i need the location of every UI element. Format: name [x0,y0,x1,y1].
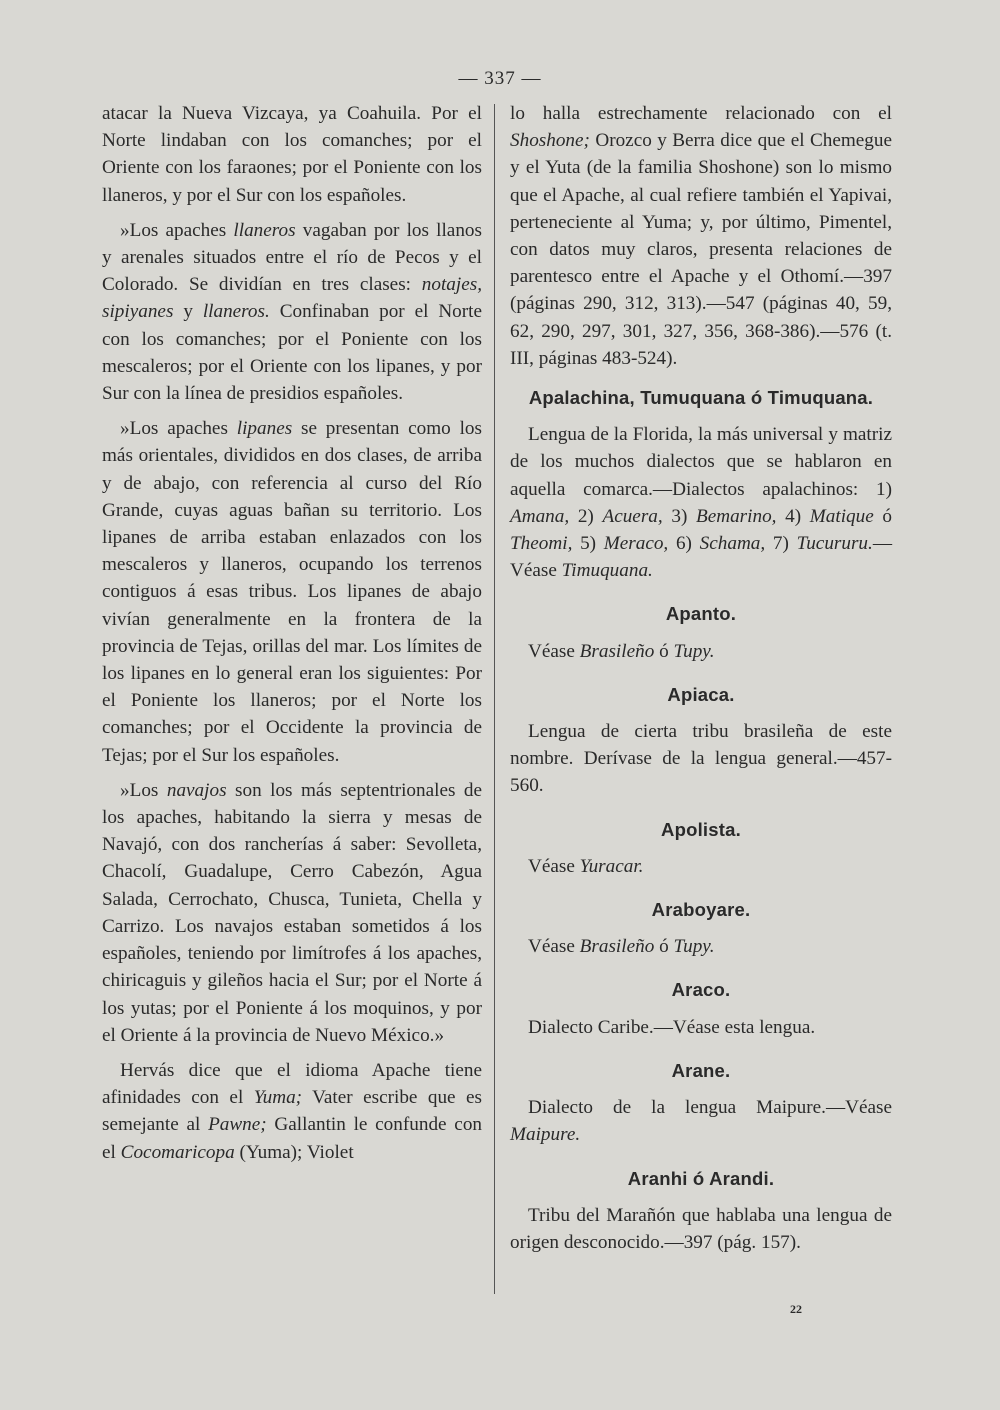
italic-term: Brasileño [579,640,655,662]
left-column [102,100,482,1166]
text-run: ó [873,505,893,527]
text-run: Dialecto de la lengua Maipure.—Véase [528,1097,892,1119]
paragraph [510,421,892,584]
entry-heading: Apanto. [665,603,737,625]
entry-heading: Aranhi ó Arandi. [627,1167,775,1189]
text-run: »Los [120,779,167,801]
italic-term: Theomi, [510,533,573,555]
italic-term: llaneros. [202,301,270,323]
italic-term: Meraco, [603,533,669,555]
text-run: ó [654,640,674,662]
text-run: Véase [528,640,580,662]
text-run: Gallantin le confunde con el [102,1114,483,1163]
entry-heading: Araboyare. [651,899,751,921]
text-run: 6) [668,533,700,555]
text-run: Véase [528,855,580,877]
text-run: Tribu del Marañón que hablaba una lengua de origen desconocido.—397 (pág. 157). [510,1204,892,1253]
column-divider [494,104,495,1294]
text-run: vagaban por los llanos y arenales situados entre el río de Pecos y el Colorado. Se dividían en tres clases: [102,219,482,296]
entry-heading: Araco. [671,979,731,1001]
text-run: »Los apaches [120,418,237,440]
italic-term: notajes, sipiyanes [102,274,482,323]
italic-term: Cocomaricopa [120,1141,235,1163]
paragraph [510,853,892,880]
paragraph [510,100,892,372]
entry-heading: Apolista. [661,818,741,840]
italic-term: Bemarino, [696,505,777,527]
text-run: lo halla estrechamente relacionado con el [510,103,892,124]
paragraph [510,1014,892,1041]
italic-term: Tucururu. [796,533,873,555]
italic-term: Tupy. [673,936,715,958]
text-run: y [173,301,203,323]
right-column [510,100,892,1256]
text-run: Vater escribe que es semejante al [102,1087,482,1136]
italic-term: Pawne; [208,1114,267,1136]
entry-heading: Apiaca. [667,683,735,705]
paragraph [102,100,482,209]
italic-term: llaneros [233,219,296,241]
entry-heading: Apalachina, Tumuquana ó Timuquana. [528,387,874,409]
text-run: Lengua de la Florida, la más universal y matriz de los muchos dialectos que se hablaron en aquella comarca.—Dialectos apalachinos: 1) [510,424,892,500]
text-run: Confinaban por el Norte con los comanches; por el Poniente con los mescaleros; por el Oriente con los lipanes, y por Sur con la línea de presidios españoles. [102,301,483,405]
italic-term: Maipure. [510,1124,581,1146]
page-number: — 337 — [458,68,542,89]
italic-term: Schama, [699,533,766,555]
italic-term: Acuera, [602,505,663,527]
text-run: son los más septentrionales de los apaches, habitando la sierra y mesas de Navajó, con dos rancherías á saber: Sevolleta, Chacolí, Guadalupe, Cerro Cabezón, Agua Salada, Cerrochato, Chusca, Tunieta, Chella y Carrizo. Los navajos estaban sometidos á los españoles, teniendo por limítrofes á los apaches, chiricaguis y gileños hacia el Sur; por el Norte á los yutas; por el Poniente á los moquinos, y por el Oriente á la provincia de Nuevo México.» [102,779,483,1046]
text-run: 5) [572,533,604,555]
text-run: 4) [776,505,810,527]
paragraph [102,1057,482,1166]
italic-term: Amana, [510,505,570,527]
entry-heading: Arane. [671,1059,731,1081]
text-run: Lengua de cierta tribu brasileña de este nombre. Derívase de la lengua general.—457-560. [510,721,892,797]
text-run: atacar la Nueva Vizcaya, ya Coahuila. Por el Norte lindaban con los comanches; por el Oriente con los faraones; por el Poniente con los llaneros, y por el Sur con los españoles. [102,103,482,206]
text-run: Hervás dice que el idioma Apache tiene afinidades con el [102,1059,482,1109]
text-run: Dialecto Caribe.—Véase esta lengua. [528,1016,816,1038]
paragraph [510,1202,892,1256]
italic-term: Yuma; [253,1087,303,1109]
paragraph [510,718,892,800]
text-run: Orozco y Berra dice que el Chemegue y el Yuta (de la familia Shoshone) son lo mismo que el Apache, al cual refiere también el Yapivai, perteneciente al Yuma; y, por último, Pimentel, con datos muy claros, presenta relaciones de parentesco entre el Apache y el Othomí.—397 (páginas 290, 312, 313).—547 (páginas 40, 59, 62, 290, 297, 301, 327, 356, 368-386).—576 (t. III, páginas 483-524). [510,130,892,369]
text-run: —Véase [510,533,893,582]
text-run: se presentan como los más orientales, divididos en dos clases, de arriba y de abajo, con referencia al curso del Río Grande, cuyas aguas bañan su territorio. Los lipanes de arriba estaban enlazados con los mescaleros y llaneros, ocupando los terrenos contiguos á esas tribus. Los lipanes de abajo vivían generalmente en la frontera de la provincia de Tejas, orillas del mar. Los límites de los lipanes en lo general eran los siguientes: Por el Poniente los llaneros; por el Norte los comanches; por el Occidente la provincia de Tejas; por el Sur los españoles. [102,418,482,766]
paragraph [510,1094,892,1148]
text-run: 2) [569,505,603,527]
paragraph [102,415,482,769]
text-run: »Los apaches [120,219,234,241]
italic-term: Tupy. [673,640,715,662]
signature-mark: 22 [790,1302,802,1316]
text-run: 7) [765,533,797,555]
paragraph [510,638,892,665]
italic-term: Shoshone; [510,130,590,152]
italic-term: lipanes [236,418,293,440]
italic-term: Yuracar. [579,855,644,877]
italic-term: Timuquana. [561,560,653,582]
paragraph [510,933,892,960]
text-run: (Yuma); Violet [234,1141,354,1163]
paragraph [102,217,482,407]
text-run: Véase [528,936,580,958]
text-run: 3) [662,505,696,527]
paragraph [102,777,482,1049]
italic-term: Brasileño [579,936,655,958]
italic-term: Matique [809,505,874,527]
text-run: ó [654,936,674,958]
italic-term: navajos [166,779,227,801]
